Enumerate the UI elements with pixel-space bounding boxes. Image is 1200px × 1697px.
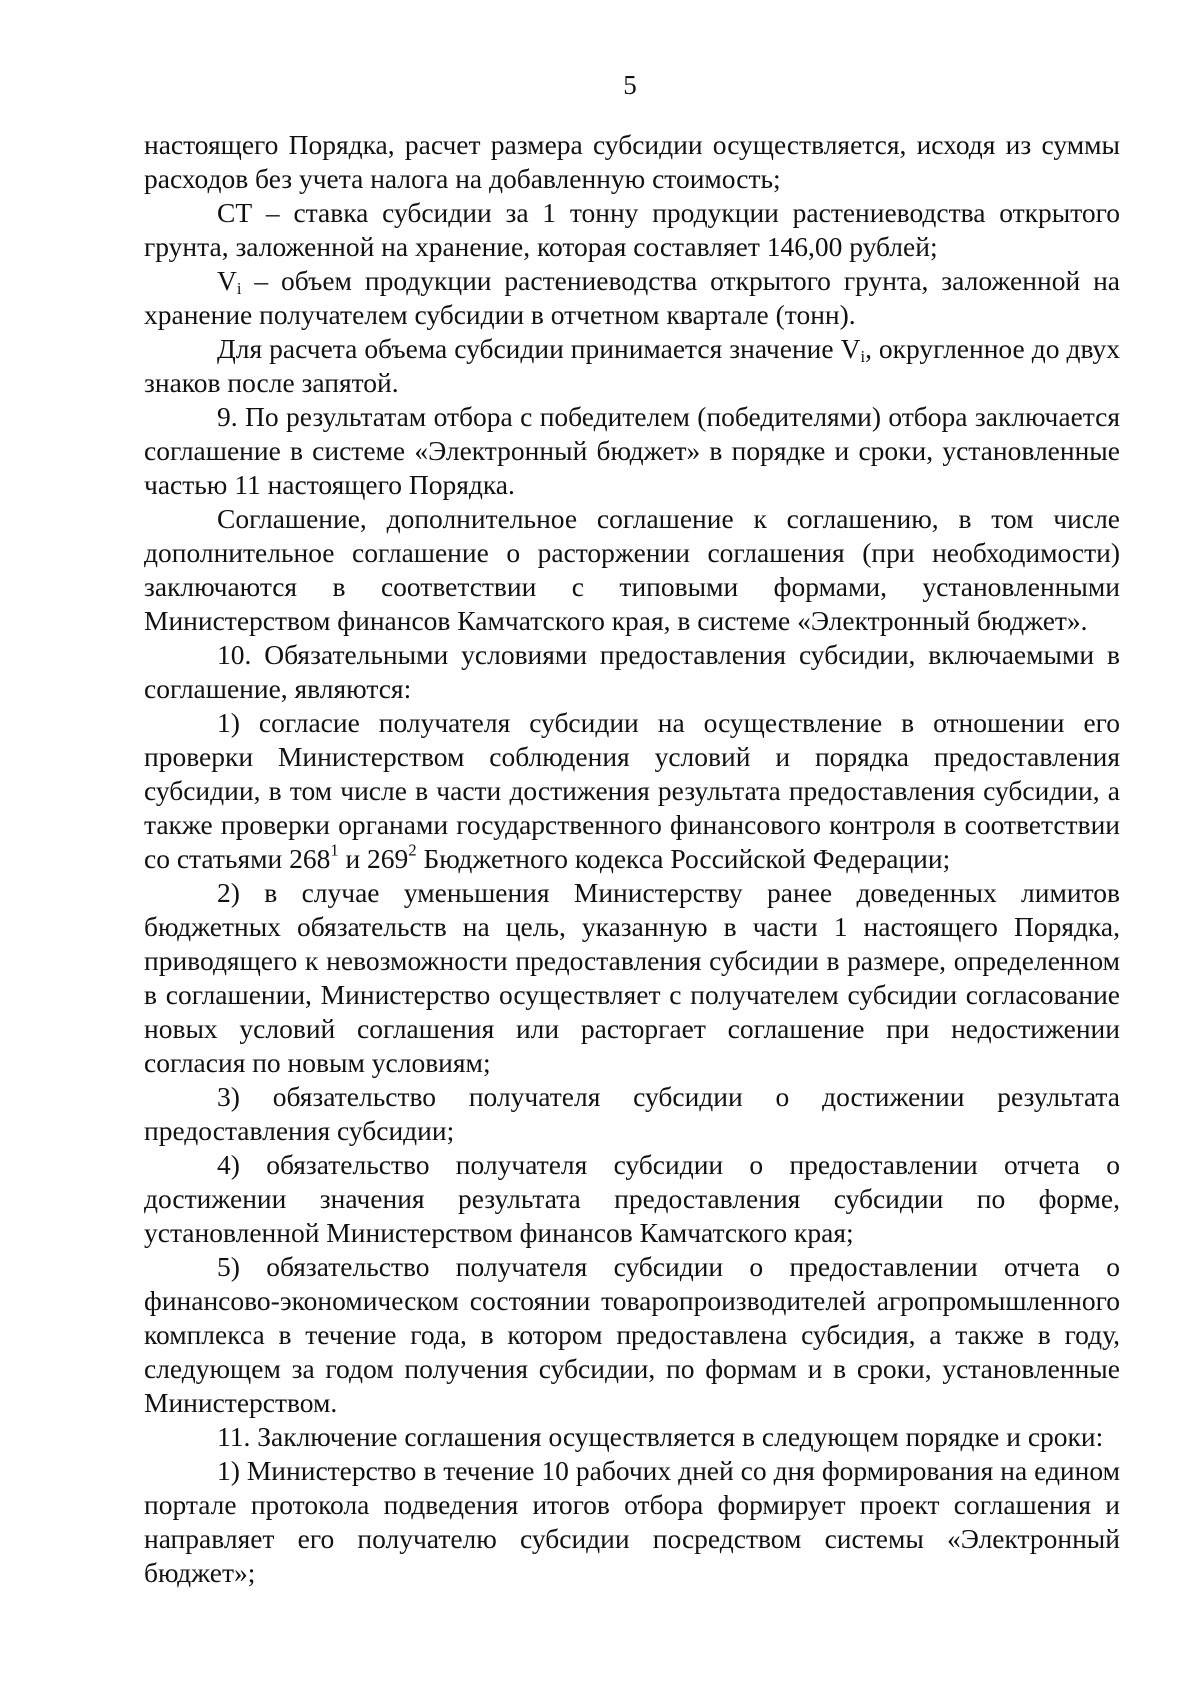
item-1-text-part2: и 269: [338, 843, 409, 874]
paragraph-11-item-1: 1) Министерство в течение 10 рабочих дней со дня формирования на едином портале протокола подведения итогов отбора формирует проект соглашения и направляет его получателю субсидии посредством системы «Электронный бюджет»;: [144, 1455, 1120, 1588]
paragraph-10-item-1: [144, 706, 1120, 876]
rounding-subscript: i: [860, 347, 866, 367]
paragraph-continuation: настоящего Порядка, расчет размера субсидии осуществляется, исходя из суммы расходов без учета налога на добавленную стоимость;: [144, 129, 1120, 194]
superscript-269: 2: [408, 840, 417, 860]
vi-definition-text: – объем продукции растениеводства открытого грунта, заложенной на хранение получателем субсидии в отчетном квартале (тонн).: [144, 265, 1120, 330]
superscript-268: 1: [330, 840, 339, 860]
paragraph-rounding-rule: [144, 332, 1120, 400]
paragraph-10-item-5: 5) обязательство получателя субсидии о предоставлении отчета о финансово-экономическом состоянии товаропроизводителей агропромышленного комплекса в течение года, в котором предоставлена субсидия, а также в году, следующем за годом получения субсидии, по формам и в сроки, установленные Министерством.: [144, 1251, 1120, 1418]
paragraph-9: 9. По результатам отбора с победителем (победителями) отбора заключается соглашение в системе «Электронный бюджет» в порядке и сроки, установленные частью 11 настоящего Порядка.: [144, 401, 1120, 500]
paragraph-10-item-2: 2) в случае уменьшения Министерству ранее доведенных лимитов бюджетных обязательств на цель, указанную в части 1 настоящего Порядка, приводящего к невозможности предоставления субсидии в размере, определенном в соглашении, Министерство осуществляет с получателем субсидии согласование новых условий соглашения или расторгает соглашение при недостижении согласия по новым условиям;: [144, 877, 1120, 1078]
item-1-text-part1: 1) согласие получателя субсидии на осуществление в отношении его проверки Министерством соблюдения условий и порядка предоставления субсидии, в том числе в части достижения результата предоставления субсидии, а также проверки органами государственного финансового контроля в соответствии со статьями 268: [144, 707, 1120, 874]
rounding-text-before: Для расчета объема субсидии принимается значение V: [217, 333, 861, 364]
paragraph-10-item-3: 3) обязательство получателя субсидии о достижении результата предоставления субсидии;: [144, 1081, 1120, 1146]
paragraph-agreement-forms: Соглашение, дополнительное соглашение к соглашению, в том числе дополнительное соглашение о расторжении соглашения (при необходимости) заключаются в соответствии с типовыми формами, установленными Министерством финансов Камчатского края, в системе «Электронный бюджет».: [144, 503, 1120, 636]
item-1-text-part3: Бюджетного кодекса Российской Федерации;: [416, 843, 951, 874]
paragraph-10: 10. Обязательными условиями предоставления субсидии, включаемыми в соглашение, являются:: [144, 639, 1120, 704]
rounding-text-after: , округленное до двух знаков после запятой.: [144, 333, 1120, 398]
paragraph-vi-definition: [144, 264, 1120, 332]
paragraph-11: 11. Заключение соглашения осуществляется в следующем порядке и сроки:: [217, 1421, 1104, 1452]
vi-subscript: i: [236, 279, 242, 299]
paragraph-st-definition: СТ – ставка субсидии за 1 тонну продукции растениеводства открытого грунта, заложенной на хранение, которая составляет 146,00 рублей;: [144, 197, 1120, 262]
vi-symbol: V: [217, 265, 237, 296]
paragraph-10-item-4: 4) обязательство получателя субсидии о предоставлении отчета о достижении значения результата предоставления субсидии по форме, установленной Министерством финансов Камчатского края;: [144, 1149, 1120, 1248]
page-number: 5: [623, 70, 637, 100]
document-body: [144, 128, 1120, 1590]
